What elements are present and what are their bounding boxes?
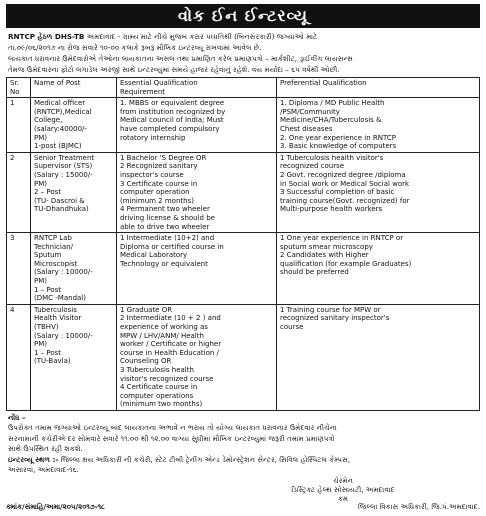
cell-essential-line: 1 Intermediate (10+2) and [120, 234, 215, 243]
cell-post-line: (salary:40000/- [34, 124, 87, 133]
advertisement-page [0, 4, 486, 516]
cell-essential-line: 1 Bachelor 'S Degree OR [120, 153, 207, 162]
cell-post-line: (Salary : 15000/- [34, 170, 93, 179]
cell-preferential-line: qualification (for example Graduates) [280, 259, 412, 268]
cell-post-line: RNTCP Lab [34, 234, 72, 243]
venue-line-1: જિલ્લા ક્ષય અધિકારી ની કચેરી, સ્ટેટ ટીબી ટ્રેનીંગ એન્ડ ડેમોન્સ્ટ્રેશન સેન્ટર, સિવિલ હોસ્પિટલ કેમ્પસ, [60, 454, 351, 464]
cell-post-line: Health Visitor [34, 314, 82, 323]
cell-essential-line: 4 Permanent two wheeler [120, 205, 210, 214]
cell-sr: 3 [7, 233, 31, 305]
footer [6, 502, 480, 512]
notes-line-1: ઉપરોક્ત તમામ જગ્યાઓ ઇન્ટરવ્યૂ બાદ લાયકાતના અભાવે ન ભરાય તો યોગ્ય લાયકાત ધરાવનાર ઉમેદવાર નીચેના [8, 423, 337, 433]
cell-preferential-line: sputum smear microscopy [280, 242, 373, 251]
cell-post-line: Supervisor (STS) [34, 162, 93, 171]
cell-essential-line: driving license & should be [120, 213, 215, 222]
table-header-row [7, 78, 480, 98]
cell-essential-line: course in Health Education / [120, 348, 219, 357]
notes-line-2: સરનામાની કચેરીએ દર સોમવારે સવારે ૧૧.૦૦ થી ૧૨.૦૦ વાગ્યા સુધીમાં મૌખિક ઇન્ટરવ્યુમાં જરૂરી તમામ પ્રમાણપત્રો [8, 433, 335, 443]
cell-essential-line: Technology or equivalent [120, 259, 208, 268]
cell-essential-line: 3 Tuberculosis health [120, 366, 194, 374]
cell-post-line: (TU- Dascroi & [34, 196, 85, 205]
intro-paragraph [8, 31, 478, 75]
cell-post-line: 1-post (BJMC) [34, 142, 82, 151]
cell-essential-line: Diploma or certified course in [120, 242, 224, 251]
cell-essential-line: computer operations [120, 391, 194, 400]
cell-post-line: PM) [34, 133, 47, 142]
table-row [7, 304, 480, 410]
cell-post-line: (Salary : 10000/- [34, 268, 93, 277]
cell-essential-line: inspector's course [120, 170, 184, 179]
venue-label: ઇન્ટરવ્યૂ સ્થળ :- [8, 454, 59, 464]
cell-preferential-line: 3 Successful completion of basic [280, 188, 395, 197]
cell-preferential-line: Chest diseases [280, 124, 333, 133]
notes-heading: નોંધ – [8, 412, 26, 422]
cell-essential-line: able to drive two wheeler [120, 222, 210, 231]
cell-post-line: PM) [34, 340, 47, 349]
cell-post [31, 152, 117, 232]
signature-line-2: ડિસ્ટ્રિક્ટ હેલ્થ સોસાયટી, અમદાવાદ [291, 484, 395, 494]
header-preferential: Preferential Qualification [277, 78, 480, 98]
table-row [7, 152, 480, 232]
cell-preferential [277, 152, 480, 232]
cell-essential [117, 304, 277, 410]
banner-title: વોક ઈન ઈન્ટરવ્યૂ [6, 4, 480, 28]
cell-post [31, 233, 117, 305]
cell-post-line: 1 – Post [34, 285, 62, 294]
cell-preferential-line: should be preferred [280, 268, 349, 277]
signature-line-1: ચેરમેન [333, 475, 353, 485]
cell-post-line: Microscopist [34, 259, 78, 268]
cell-essential-line: worker / Certificate or higher [120, 340, 222, 349]
cell-post-line: Tuberculosis [34, 305, 77, 314]
cell-essential-line: 2 Recognized sanitary [120, 162, 198, 171]
cell-essential-line: Medical council of India; Must [120, 116, 224, 125]
cell-essential-line: Counseling OR [120, 357, 172, 366]
cell-post [31, 98, 117, 153]
cell-essential-line: have completed compulsory [120, 124, 220, 133]
cell-sr: 2 [7, 152, 31, 232]
venue-line-2: અસારવા, અમદાવાદ-૧૬. [8, 465, 79, 475]
cell-preferential [277, 98, 480, 153]
cell-post [31, 304, 117, 410]
cell-essential-line: 2 Intermediate (10 + 2 ) and [120, 314, 221, 323]
cell-preferential-line: 3. Basic knowledge of computers [280, 142, 397, 151]
header-post: Name of Post [31, 78, 117, 98]
intro-line-4: તેમજ ઉમેદવારના ફોટો લગાડેલ અરજી સાથે ઇન્ટરવ્યુમાં સમયે હાજર રહેવાનું રહેશે. વય મર્યાદા – ૬૫ વર્ષથી ઓછી. [8, 65, 340, 74]
cell-essential-line: Medical Laboratory [120, 251, 188, 260]
table-body [7, 98, 480, 411]
cell-post-line: (DMC -Mandal) [34, 294, 86, 303]
cell-post-line: PM) [34, 277, 47, 286]
cell-post-line: (TBHV) [34, 323, 59, 332]
cell-essential-line: experience of working as [120, 323, 208, 332]
cell-post-line: (TU-Bavla) [34, 357, 71, 366]
cell-post-line: Senior Treatment [34, 153, 95, 162]
cell-preferential-line: /PSM/Community [280, 107, 340, 116]
cell-essential [117, 152, 277, 232]
cell-essential-line: 4 Certificate course in [120, 383, 198, 392]
cell-post-line: 1 – Post [34, 348, 62, 357]
cell-post-line: PM) [34, 179, 47, 188]
notes-line-3: સાથે ઉપસ્થિત રહી શકશે. [8, 444, 83, 454]
cell-essential-line: MPW / LHV/ANM/ Health [120, 331, 204, 340]
cell-preferential-line: 2 Candidates with Higher [280, 251, 369, 260]
cell-essential-line: 1. MBBS or equivalent degree [120, 99, 225, 108]
cell-post-line: College, [34, 116, 63, 125]
cell-preferential [277, 304, 480, 410]
cell-essential-line: rotatory internship [120, 133, 186, 142]
notes-section [8, 413, 478, 476]
cell-preferential-line: 2 Govt. recognized degree /diploma [280, 170, 406, 179]
cell-essential-line: 1 Graduate OR [120, 305, 173, 314]
cell-preferential-line: 1. Diploma / MD Public Health [280, 99, 385, 108]
issuing-office: જિલ્લા વિકાસ અધિકારી, જિ.પં.અમદાવાદ. [357, 502, 480, 511]
signature-block [206, 476, 480, 503]
cell-post-line: (RNTCP),Medical [34, 107, 92, 116]
cell-essential-line: (minimum two months) [120, 400, 203, 409]
header-sr: Sr. No [7, 78, 31, 98]
cell-preferential-line: recognized sanitary inspector's [280, 314, 390, 323]
cell-post-line: 2 – Post [34, 188, 62, 197]
cell-preferential-line: 1 Training course for MPW or [280, 305, 381, 314]
cell-essential-line: visitor's recognized course [120, 374, 214, 383]
cell-essential-line: (minimum 2 months) [120, 196, 194, 205]
cell-preferential-line: training course(Govt. recognized) for [280, 196, 410, 205]
cell-essential [117, 233, 277, 305]
cell-sr: 4 [7, 304, 31, 410]
cell-essential-line: 3 Certificate course in [120, 179, 198, 188]
intro-line-1: અમદાવાદ - ગ્રામ્ય માટે નીચે મુજબ કરાર પધ્ધતિથી (બિનસરકારી) જગ્યાઓ માટે [86, 32, 318, 41]
cell-preferential-line: Medicine/CHA/Tuberculosis & [280, 116, 382, 125]
cell-preferential-line: recognized course [280, 162, 345, 171]
cell-preferential-line: 1 Tuberculosis health visitor's [280, 153, 384, 162]
intro-line-2: તા.૦૯/૦૬/૨૦૧૭ ના રોજ સવારે ૧૦-૦૦ કલાકે રૂબરૂ મૌખિક ઇન્ટરવ્યૂ રાખવામાં આવેલ છે. [8, 43, 262, 52]
cell-sr: 1 [7, 98, 31, 153]
cell-post-line: (Salary : 10000/- [34, 331, 93, 340]
table-row [7, 233, 480, 305]
qualification-table [6, 77, 480, 411]
cell-essential-line: from institution recognized by [120, 107, 226, 116]
cell-post-line: Technician/ [34, 242, 73, 251]
cell-post-line: Medical officer [34, 99, 86, 108]
cell-preferential-line: in Social work or Medical Social work [280, 179, 410, 188]
table-row [7, 98, 480, 153]
intro-prefix: RNTCP હેઠળ DHS-TB [8, 32, 85, 41]
cell-preferential-line: 1 One year experience in RNTCP or [280, 234, 404, 243]
signature-line-3: કમ [337, 493, 349, 503]
cell-essential-line: computer operation [120, 188, 190, 197]
cell-post-line: Sputum [34, 251, 62, 260]
reference-number: ક્માંક/સંમાહિ/અમા/૨૦૫/૨૦૧૭-૧૮ [6, 502, 105, 511]
intro-line-3: લાયકાત ધરાવનાર ઉમેદવારોએ તેઓના લાયકાતના અસલ તથા પ્રમાણિત કરેલ પ્રમાણપત્રો – માર્કશીટ, ડ્રાઈવીંગ લાયસન્સ [8, 54, 354, 63]
cell-essential [117, 98, 277, 153]
header-essential: Essential Qualification Requirement [117, 78, 277, 98]
cell-preferential [277, 233, 480, 305]
cell-post-line: TU-Dhandhuka) [34, 205, 89, 214]
cell-preferential-line: 2. One year experience in RNTCP [280, 133, 396, 142]
cell-preferential-line: Multi-purpose health workers [280, 205, 383, 214]
cell-preferential-line: course [280, 323, 304, 332]
